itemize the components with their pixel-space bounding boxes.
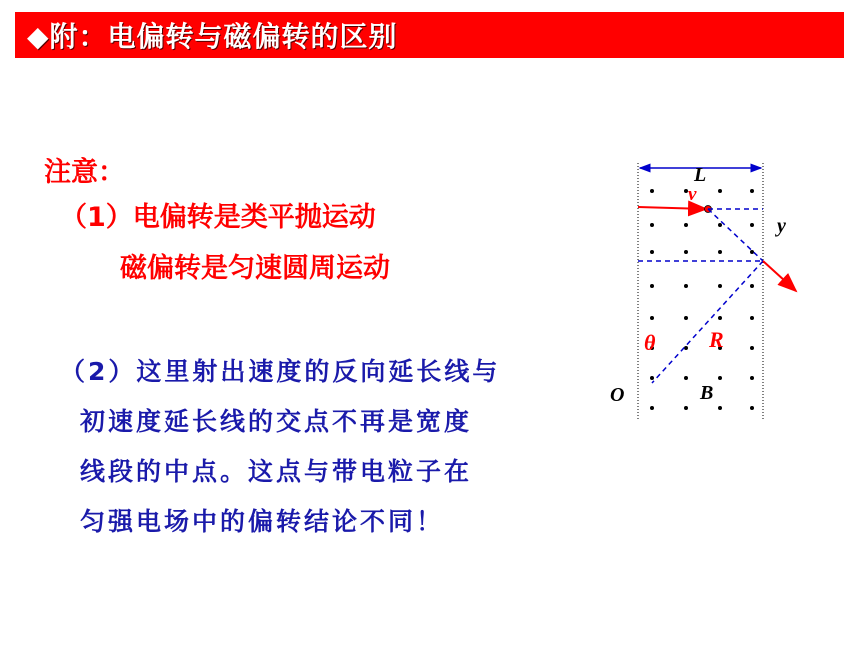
magnetic-deflection-diagram (600, 155, 810, 425)
label-O: O (610, 384, 625, 406)
point2-line-1: （2）这里射出速度的反向延长线与 (60, 357, 501, 386)
label-B: B (700, 382, 714, 404)
magnetic-field-dots (650, 189, 754, 410)
label-L: L (694, 164, 707, 186)
point2-line-3: 线段的中点。这点与带电粒子在 (80, 457, 473, 486)
note-label: 注意： (44, 157, 125, 188)
incident-velocity-arrow (638, 207, 706, 209)
title-bar (15, 12, 844, 58)
point2-line-2: 初速度延长线的交点不再是宽度 (80, 407, 473, 436)
reverse-extension-line (708, 209, 763, 261)
label-R: R (709, 327, 724, 352)
exit-velocity-arrow (763, 261, 796, 291)
label-y: y (777, 215, 786, 237)
label-v: v (688, 184, 697, 205)
label-theta: θ (644, 330, 656, 355)
point2-line-4: 匀强电场中的偏转结论不同！ (80, 507, 445, 536)
point1-electric-deflection: （1）电偏转是类平抛运动 (60, 202, 376, 233)
slide-title: ◆附：电偏转与磁偏转的区别 (27, 20, 398, 53)
point1-magnetic-deflection: 磁偏转是匀速圆周运动 (120, 253, 390, 284)
radius-line (652, 261, 763, 383)
